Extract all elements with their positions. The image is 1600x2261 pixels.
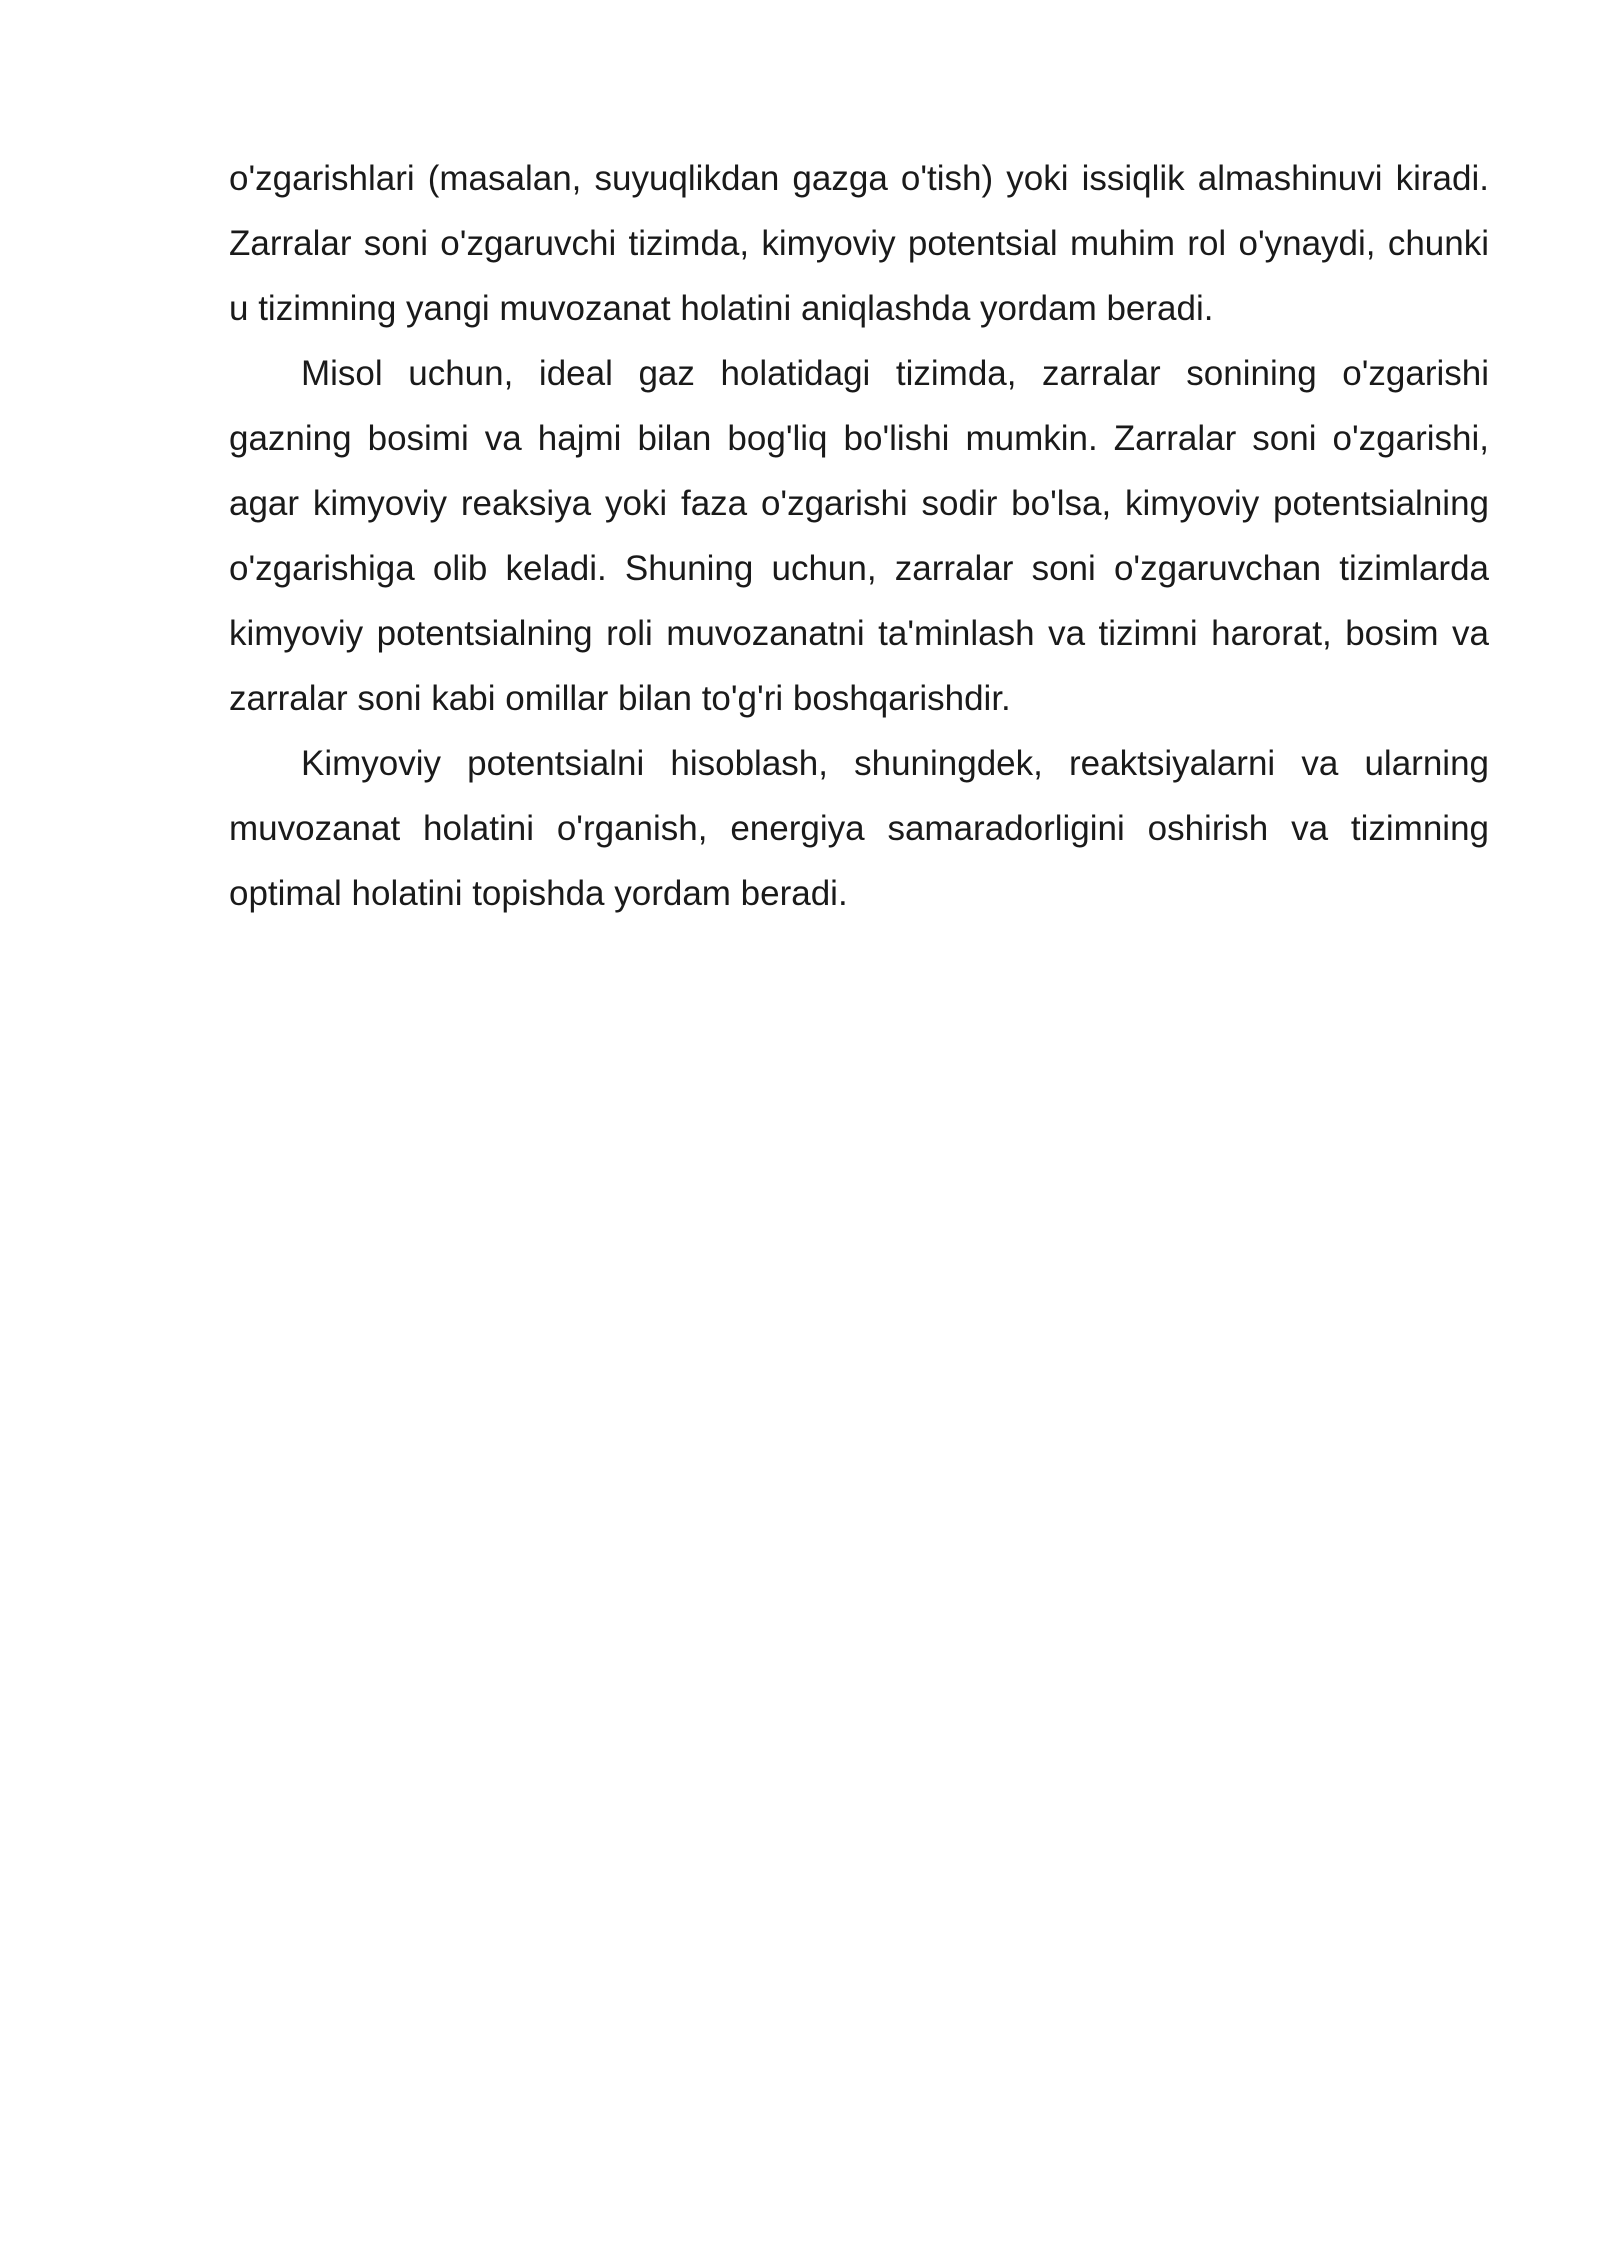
body-text [229,146,1489,926]
paragraph-ideal-gas-example: Misol uchun, ideal gaz holatidagi tizimda, zarralar sonining o'zgarishi gazning bosimi va hajmi bilan bog'liq bo'lishi mumkin. Zarralar soni o'zgarishi, agar kimyoviy reaksiya yoki faza o'zgarishi sodir bo'lsa, kimyoviy potentsialning o'zgarishiga olib keladi. Shuning uchun, zarralar soni o'zgaruvchan tizimlarda kimyoviy potentsialning roli muvozanatni ta'minlash va tizimni harorat, bosim va zarralar soni kabi omillar bilan to'g'ri boshqarishdir. [229,354,1489,718]
paragraph-continuation: o'zgarishlari (masalan, suyuqlikdan gazga o'tish) yoki issiqlik almashinuvi kiradi. Zarralar soni o'zgaruvchi tizimda, kimyoviy potentsial muhim rol o'ynaydi, chunki u tizimning yangi muvozanat holatini aniqlashda yordam beradi. [229,159,1489,328]
paragraph-chemical-potential-calculation: Kimyoviy potentsialni hisoblash, shuningdek, reaktsiyalarni va ularning muvozanat holatini o'rganish, energiya samaradorligini oshirish va tizimning optimal holatini topishda yordam beradi. [229,744,1489,913]
